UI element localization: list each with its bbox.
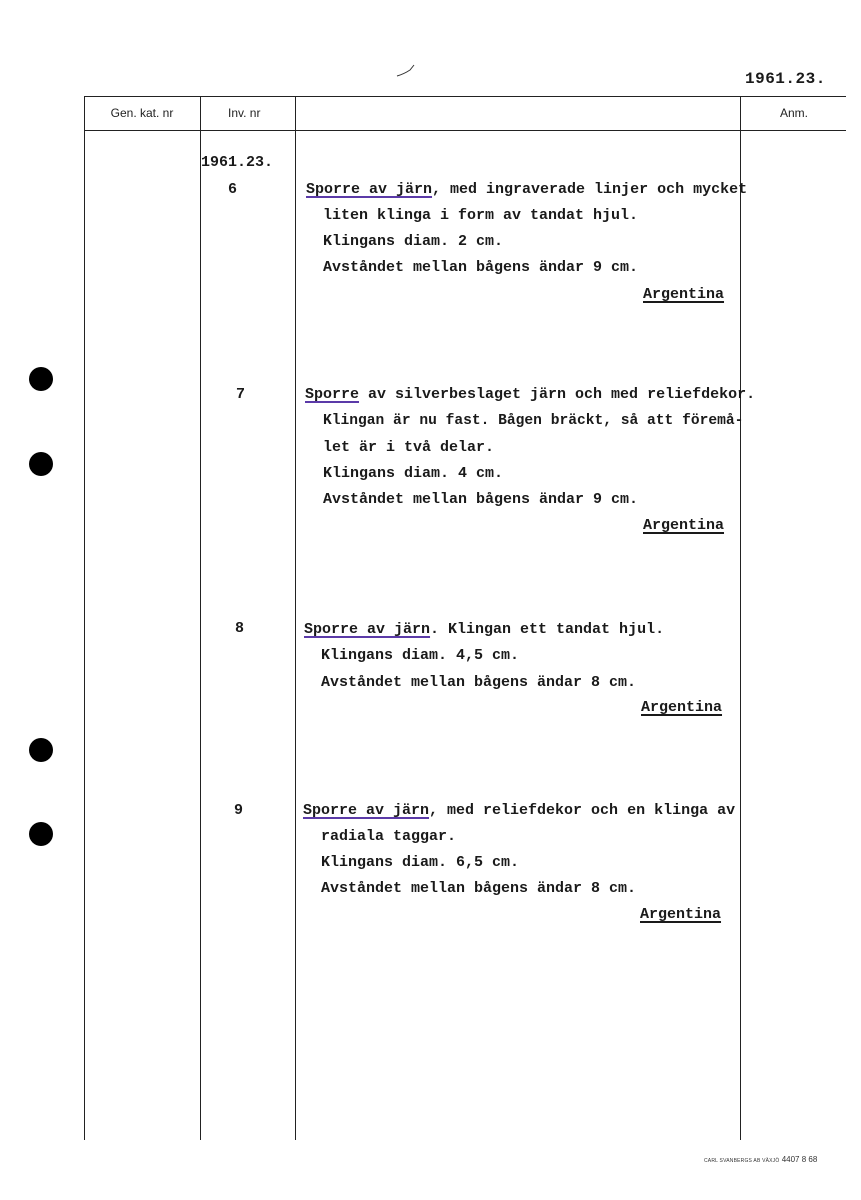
entry-text: av silverbeslaget järn och med reliefdekor. (359, 386, 756, 403)
entry-line: let är i två delar. (323, 439, 495, 456)
entry-text: , med reliefdekor och en klinga av (429, 802, 736, 819)
entry-line: Klingans diam. 4,5 cm. (321, 647, 520, 664)
form-code: 4407 8 68 (781, 1155, 818, 1164)
printer-imprint (704, 1155, 817, 1164)
entry-line: Avståndet mellan bågens ändar 8 cm. (321, 674, 637, 691)
entry-number: 8 (235, 620, 245, 637)
entry-line: Klingans diam. 4 cm. (323, 465, 504, 482)
column-header-inv-nr: Inv. nr (228, 106, 261, 120)
header-bottom-rule (84, 130, 846, 131)
entry-number: 9 (234, 802, 244, 819)
entry-line: Avståndet mellan bågens ändar 9 cm. (323, 491, 639, 508)
inventory-year: 1961.23. (201, 154, 274, 171)
entry-line: liten klinga i form av tandat hjul. (323, 207, 639, 224)
entry-line (306, 181, 747, 198)
entry-line: Klingans diam. 6,5 cm. (321, 854, 520, 871)
entry-line: Klingan är nu fast. Bågen bräckt, så att föremå- (323, 413, 744, 429)
entry-line: radiala taggar. (321, 828, 457, 845)
binder-hole (29, 738, 53, 762)
binder-hole (29, 822, 53, 846)
origin: Argentina (643, 286, 725, 303)
column-divider-anm (740, 96, 741, 1140)
catalog-number: 1961.23. (745, 70, 826, 88)
object-name: Sporre av järn (304, 621, 431, 638)
origin: Argentina (641, 699, 723, 716)
entry-line: Klingans diam. 2 cm. (323, 233, 504, 250)
entry-line: Avståndet mellan bågens ändar 9 cm. (323, 259, 639, 276)
column-divider-gen (200, 96, 201, 1140)
object-name: Sporre av järn (303, 802, 430, 819)
entry-line (304, 621, 664, 638)
column-divider-left (84, 96, 85, 1140)
entry-number: 7 (236, 386, 246, 403)
pencil-mark-icon (396, 64, 416, 78)
entry-text: . Klingan ett tandat hjul. (430, 621, 665, 638)
entry-line: Avståndet mellan bågens ändar 8 cm. (321, 880, 637, 897)
entry-number: 6 (228, 181, 238, 198)
origin: Argentina (643, 517, 725, 534)
printer-name: CARL SVANBERGS AB VÄXJÖ (704, 1158, 780, 1164)
header-top-rule (84, 96, 846, 97)
binder-hole (29, 452, 53, 476)
entry-text: , med ingraverade linjer och mycket (432, 181, 748, 198)
column-header-gen-kat-nr: Gen. kat. nr (110, 106, 174, 120)
entry-line (305, 386, 755, 403)
origin: Argentina (640, 906, 722, 923)
binder-hole (29, 367, 53, 391)
object-name: Sporre av järn (306, 181, 433, 198)
column-header-anm: Anm. (779, 106, 808, 120)
object-name: Sporre (305, 386, 360, 403)
column-divider-inv (295, 96, 296, 1140)
entry-line (303, 802, 735, 819)
